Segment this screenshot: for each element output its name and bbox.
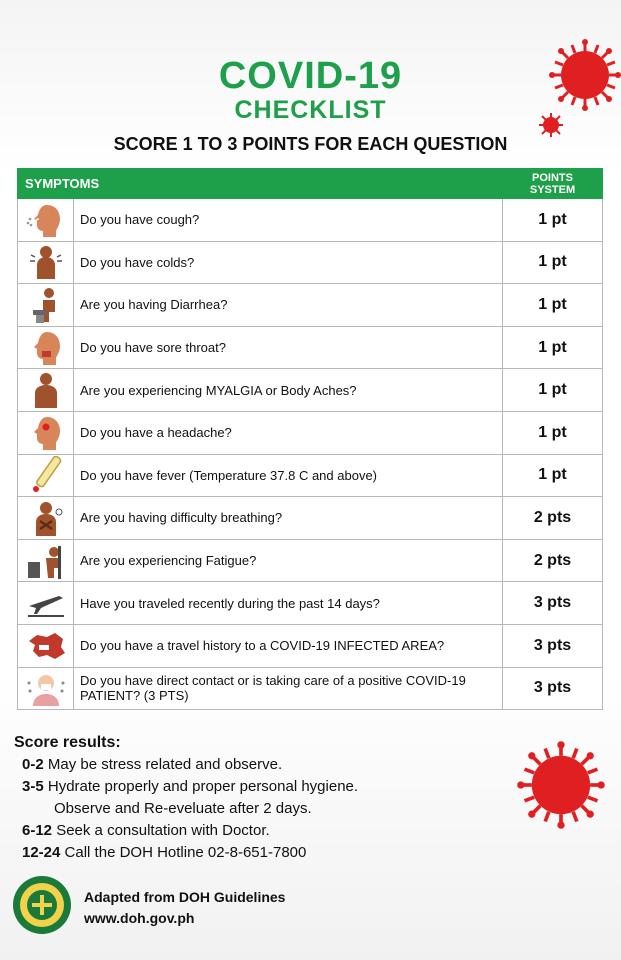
- question-text: Do you have a travel history to a COVID-19 INFECTED AREA?: [74, 624, 503, 667]
- score-result-item: [14, 798, 358, 820]
- footer-source: Adapted from DOH Guidelines: [84, 889, 286, 905]
- table-row: [18, 369, 603, 412]
- score-range: 6-12: [22, 822, 53, 839]
- question-text: Do you have a headache?: [74, 411, 503, 454]
- score-advice: Call the DOH Hotline 02-8-651-7800: [64, 844, 307, 861]
- table-row: [18, 539, 603, 582]
- diarrhea-icon: [25, 286, 67, 324]
- table-row: [18, 497, 603, 540]
- question-text: Do you have sore throat?: [74, 326, 503, 369]
- footer-credit: [84, 887, 285, 929]
- table-row: [18, 284, 603, 327]
- points-value: 1 pt: [503, 369, 603, 412]
- instruction-text: SCORE 1 TO 3 POINTS FOR EACH QUESTION: [113, 134, 508, 154]
- table-row: [18, 667, 603, 710]
- points-header-line2: SYSTEM: [529, 183, 576, 196]
- colds-icon: [25, 243, 67, 281]
- score-range: 12-24: [22, 844, 61, 861]
- score-result-item: [14, 842, 358, 864]
- table-row: [18, 624, 603, 667]
- score-result-item: [14, 776, 358, 798]
- page-title: COVID-19: [218, 55, 403, 97]
- table-row: [18, 241, 603, 284]
- points-value: 1 pt: [503, 199, 603, 242]
- page-subtitle: CHECKLIST: [234, 96, 387, 124]
- patient-icon: [25, 669, 67, 707]
- score-advice: Observe and Re-eveluate after 2 days.: [54, 800, 312, 817]
- table-row: [18, 454, 603, 497]
- table-row: [18, 199, 603, 242]
- question-text: Do you have direct contact or is taking care of a positive COVID-19 PATIENT? (3 PTS): [74, 667, 503, 710]
- question-text: Are you experiencing Fatigue?: [74, 539, 503, 582]
- points-value: 1 pt: [503, 326, 603, 369]
- map-icon: [25, 627, 67, 665]
- question-text: Are you having difficulty breathing?: [74, 497, 503, 540]
- question-text: Do you have cough?: [74, 199, 503, 242]
- virus-icon-large-bottom: [516, 740, 606, 830]
- question-text: Are you experiencing MYALGIA or Body Aches?: [74, 369, 503, 412]
- points-value: 1 pt: [503, 241, 603, 284]
- question-text: Do you have colds?: [74, 241, 503, 284]
- score-results: [14, 732, 358, 864]
- points-value: 2 pts: [503, 539, 603, 582]
- question-text: Do you have fever (Temperature 37.8 C and above): [74, 454, 503, 497]
- footer-website-link[interactable]: www.doh.gov.ph: [84, 910, 195, 926]
- points-value: 3 pts: [503, 582, 603, 625]
- body-ache-icon: [25, 371, 67, 409]
- points-value: 1 pt: [503, 284, 603, 327]
- score-result-item: [14, 754, 358, 776]
- score-range: 3-5: [22, 778, 44, 795]
- thermometer-icon: [25, 456, 67, 494]
- points-header-line1: POINTS: [532, 171, 573, 184]
- score-advice: Seek a consultation with Doctor.: [56, 822, 270, 839]
- table-header-row: [18, 169, 603, 199]
- symptom-checklist-table: [17, 168, 603, 710]
- points-value: 2 pts: [503, 497, 603, 540]
- airplane-icon: [25, 584, 67, 622]
- score-result-item: [14, 820, 358, 842]
- score-advice: Hydrate properly and proper personal hygiene.: [47, 778, 359, 795]
- question-text: Are you having Diarrhea?: [74, 284, 503, 327]
- table-row: [18, 326, 603, 369]
- points-value: 1 pt: [503, 411, 603, 454]
- question-text: Have you traveled recently during the past 14 days?: [74, 582, 503, 625]
- points-value: 3 pts: [503, 667, 603, 710]
- breathing-icon: [25, 499, 67, 537]
- headache-icon: [25, 414, 67, 452]
- table-row: [18, 582, 603, 625]
- fatigue-icon: [25, 542, 67, 580]
- sore-throat-icon: [25, 329, 67, 367]
- score-results-title: Score results:: [14, 734, 121, 751]
- score-advice: May be stress related and observe.: [47, 756, 283, 773]
- symptoms-column-header: SYMPTOMS: [18, 169, 503, 199]
- doh-seal-icon: [12, 875, 72, 935]
- points-value: 1 pt: [503, 454, 603, 497]
- score-range: 0-2: [22, 756, 44, 773]
- cough-icon: [25, 201, 67, 239]
- points-column-header: [503, 169, 603, 199]
- table-row: [18, 411, 603, 454]
- points-value: 3 pts: [503, 624, 603, 667]
